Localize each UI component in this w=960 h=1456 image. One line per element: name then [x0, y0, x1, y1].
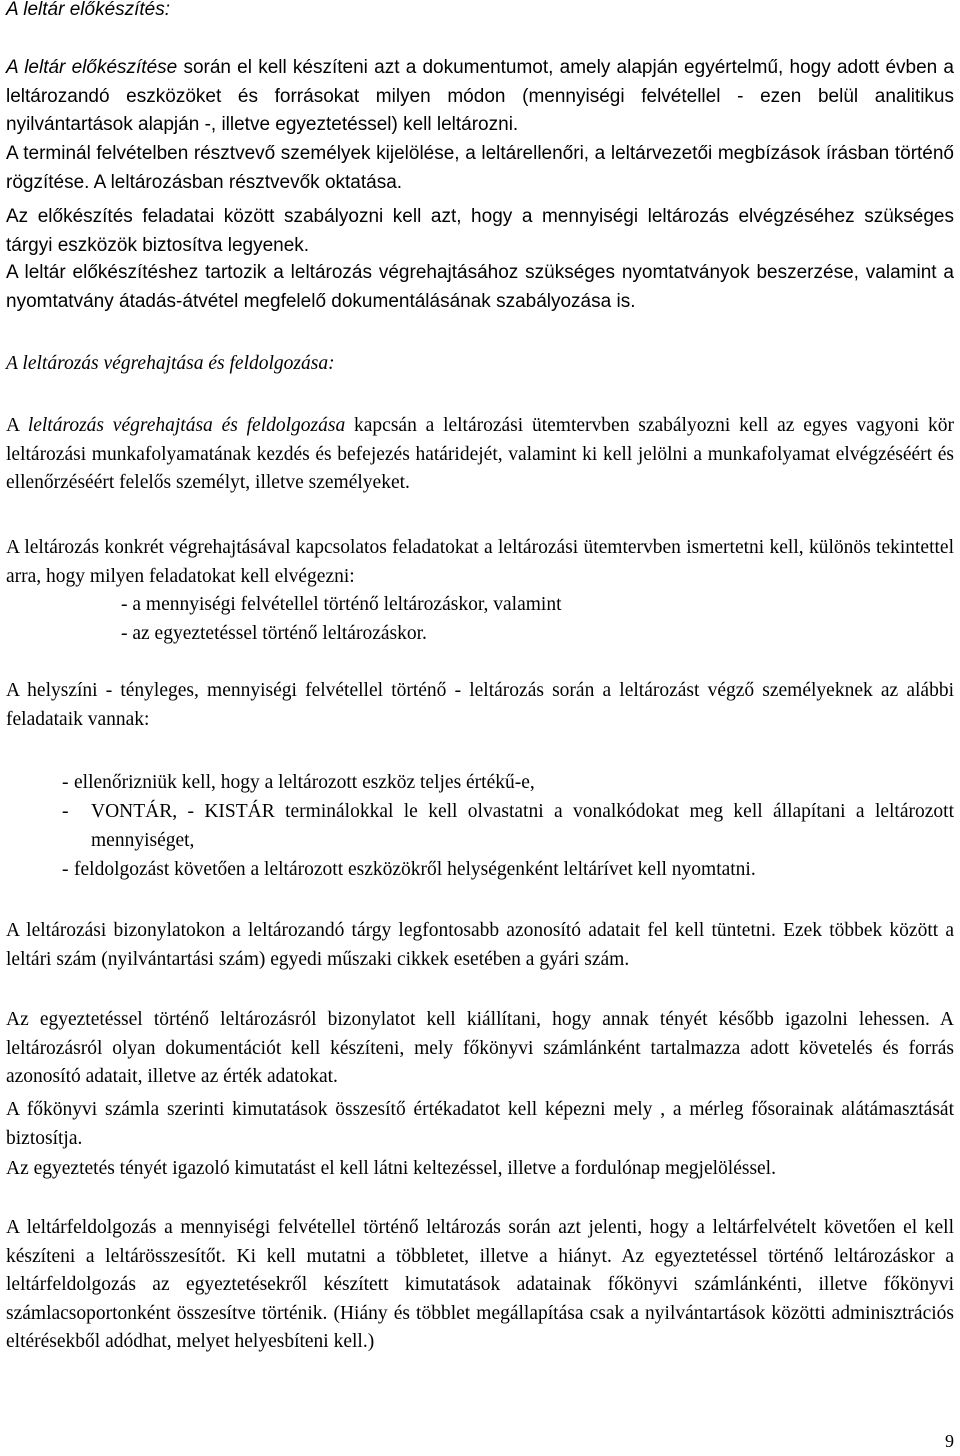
- paragraph-egyeztetes-bizonylat: Az egyeztetéssel történő leltározásról bizonylatot kell kiállítani, hogy annak tényét később igazolni lehessen. A leltározásról olyan dokumentációt kell készíteni, mely főkönyvi számlánként tartalmazza adott követelés és forrás azonosító adatait, illetve az érték adatokat.: [6, 1009, 954, 1088]
- paragraph-utemterv: [6, 412, 954, 498]
- list-item: ellenőrizniük kell, hogy a leltározott eszköz teljes értékű-e,: [74, 772, 535, 793]
- paragraph-fokonyvi-kimutatasok: A főkönyvi számla szerinti kimutatások összesítő értékadatot kell képezni mely , a mérleg fősorainak alátámasztását biztosítja.: [6, 1099, 954, 1149]
- page-number: 9: [945, 1431, 954, 1451]
- paragraph-bizonylatok: A leltározási bizonylatokon a leltározandó tárgy legfontosabb azonosító adatait fel kell tüntetni. Ezek többek között a leltári szám (nyilvántartási szám) egyedi műszaki cikkek esetében a gyári szám.: [6, 920, 954, 970]
- section-heading-vegrehajtas: A leltározás végrehajtása és feldolgozása:: [6, 353, 335, 374]
- italic-term: leltározás végrehajtása és feldolgozása: [27, 415, 346, 436]
- list-dash: -: [62, 859, 69, 880]
- list-dash: -: [62, 772, 69, 793]
- paragraph-text: A: [6, 415, 28, 436]
- document-page: [6, 0, 954, 1456]
- paragraph-konkret-vegrehajtas: A leltározás konkrét végrehajtásával kapcsolatos feladatokat a leltározási ütemtervben ismertetni kell, különös tekintettel arra, hogy milyen feladatokat kell elvégezni:: [6, 537, 954, 587]
- paragraph-text: kapcsán a leltározási ütemtervben szabályozni kell az egyes vagyoni kör leltározási munkafolyamatának kezdés és befejezés határidejét, valamint ki kell jelölni a munkafolyamat elvégzéséért és ellenőrzéséért felelős személyt, illetve személyeket.: [6, 415, 955, 494]
- paragraph-terminal: A terminál felvételben résztvevő személyek kijelölése, a leltárellenőri, a leltárvezetői megbízások írásban történő rögzítése. A leltározásban résztvevők oktatása.: [6, 143, 954, 193]
- list-item-text: VONTÁR, - KISTÁR terminálokkal le kell olvastatni a vonalkódokat meg kell állapítani a leltározott mennyiséget,: [91, 801, 954, 851]
- italic-term: A leltár előkészítése: [6, 57, 178, 78]
- paragraph-helyszini: A helyszíni - tényleges, mennyiségi felvétellel történő - leltározás során a leltározást végző személyeknek az alábbi feladataik vannak:: [6, 680, 954, 730]
- paragraph-elokeszites-feladatai: Az előkészítés feladatai között szabályozni kell azt, hogy a mennyiségi leltározás elvégzéséhez szükséges tárgyi eszközök biztosítva legyenek.: [6, 206, 954, 256]
- paragraph-nyomtatvanyok: A leltár előkészítéshez tartozik a leltározás végrehajtásához szükséges nyomtatványok beszerzése, valamint a nyomtatvány átadás-átvétel megfelelő dokumentálásának szabályozása is.: [6, 262, 954, 312]
- list-item: - az egyeztetéssel történő leltározáskor.: [121, 623, 427, 644]
- paragraph-egyeztetes-tenye: Az egyeztetés tényét igazoló kimutatást el kell látni keltezéssel, illetve a fordulónap megjelöléssel.: [6, 1158, 776, 1179]
- paragraph-intro: [6, 54, 954, 140]
- list-item: - a mennyiségi felvétellel történő leltározáskor, valamint: [121, 594, 562, 615]
- list-item: feldolgozást követően a leltározott eszközökről helységenként leltárívet kell nyomtatni.: [74, 859, 756, 880]
- list-item: [91, 798, 954, 855]
- paragraph-text: során el kell készíteni azt a dokumentumot, amely alapján egyértelmű, hogy adott évben a leltározandó eszközöket és forrásokat milyen módon (mennyiségi felvétellel - ezen belül analitikus nyilvántartások alapján -, illetve egyeztetéssel) kell leltározni.: [6, 57, 954, 136]
- list-dash: -: [62, 801, 69, 822]
- section-heading-leltar-elokeszites: A leltár előkészítés:: [6, 0, 171, 20]
- paragraph-leltarfeldolgozas: A leltárfeldolgozás a mennyiségi felvétellel történő leltározás során azt jelenti, hogy a leltárfelvételt követően el kell készíteni a leltárösszesítőt. Ki kell mutatni a többletet, illetve a hiányt. Az egyeztetéssel történő leltározáskor a leltárfeldolgozás az egyeztetésekről készített kimutatások adatainak főkönyvi számlánkénti, illetve főkönyvi számlacsoportonként összesítve történik. (Hiány és többlet megállapítása csak a nyilvántartások közötti adminisztrációs eltérésekből adódhat, melyet helyesbíteni kell.): [6, 1217, 954, 1353]
